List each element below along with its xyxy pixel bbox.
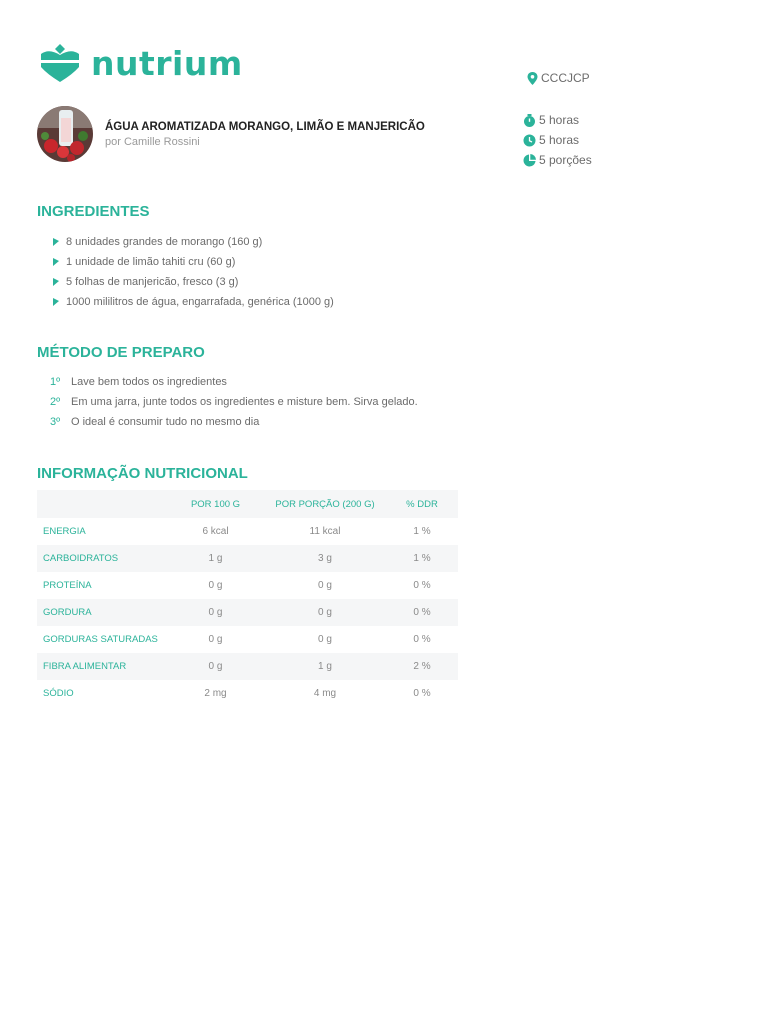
step-item xyxy=(50,392,418,412)
table-header-row xyxy=(37,490,458,518)
nutrient-name: SÓDIO xyxy=(43,688,74,699)
table-row xyxy=(37,572,458,599)
table-row xyxy=(37,518,458,545)
nutrient-name: CARBOIDRATOS xyxy=(37,545,167,572)
table-row xyxy=(37,680,458,707)
ddr-value: 2 % xyxy=(386,653,458,680)
ddr-value: 0 % xyxy=(413,634,431,645)
ingredients-heading: INGREDIENTES xyxy=(37,203,150,220)
per-100g-value: 0 g xyxy=(167,653,264,680)
brand-name: nutrium xyxy=(91,43,243,83)
column-header: POR PORÇÃO (200 G) xyxy=(264,490,386,518)
nutrient-name: GORDURAS SATURADAS xyxy=(43,634,158,645)
step-text: O ideal é consumir tudo no mesmo dia xyxy=(71,416,260,428)
recipe-meta xyxy=(523,110,592,170)
per-portion-value: 0 g xyxy=(264,599,386,626)
ddr-value: 1 % xyxy=(386,545,458,572)
ingredient-text: 1 unidade de limão tahiti cru (60 g) xyxy=(66,256,236,268)
per-100g-value: 2 mg xyxy=(204,688,227,699)
nutrition-heading: INFORMAÇÃO NUTRICIONAL xyxy=(37,465,248,482)
leaf-bullet-icon xyxy=(52,277,60,287)
method-steps xyxy=(50,372,418,432)
stopwatch-icon xyxy=(523,114,536,127)
step-text: Em uma jarra, junte todos os ingredientes e misture bem. Sirva gelado. xyxy=(71,396,418,408)
table-row xyxy=(37,626,458,653)
per-portion-value: 4 mg xyxy=(313,688,337,699)
step-number: 3º xyxy=(50,416,61,428)
per-portion-value: 0 g xyxy=(318,580,332,591)
column-header xyxy=(37,490,167,518)
step-number: 1º xyxy=(50,376,61,388)
list-item xyxy=(52,292,334,312)
nutrient-name: PROTEÍNA xyxy=(43,580,92,591)
column-header: % DDR xyxy=(386,490,458,518)
prep-time xyxy=(523,110,592,130)
recipe-header xyxy=(37,106,425,162)
recipe-location xyxy=(527,71,590,85)
total-time-text: 5 horas xyxy=(539,133,580,147)
table-row xyxy=(37,545,458,572)
clock-icon xyxy=(523,134,536,147)
per-100g-value: 1 g xyxy=(167,545,264,572)
per-100g-value: 0 g xyxy=(167,599,264,626)
per-100g-value: 6 kcal xyxy=(202,526,229,537)
step-item xyxy=(50,372,418,392)
table-row xyxy=(37,653,458,680)
per-100g-value: 0 g xyxy=(208,634,223,645)
column-header: POR 100 G xyxy=(167,490,264,518)
prep-time-text: 5 horas xyxy=(539,113,580,127)
nutrition-table xyxy=(37,490,458,707)
list-item xyxy=(52,272,334,292)
location-text: CCCJCP xyxy=(541,71,590,85)
ddr-value: 0 % xyxy=(413,580,431,591)
per-portion-value: 0 g xyxy=(318,634,332,645)
per-portion-value: 3 g xyxy=(264,545,386,572)
ingredients-list xyxy=(52,232,334,312)
leaf-bullet-icon xyxy=(52,237,60,247)
total-time xyxy=(523,130,592,150)
nutrient-name: FIBRA ALIMENTAR xyxy=(37,653,167,680)
ingredient-text: 8 unidades grandes de morango (160 g) xyxy=(66,236,263,248)
nutrient-name: ENERGIA xyxy=(43,526,86,537)
list-item xyxy=(52,232,334,252)
nutrient-name: GORDURA xyxy=(37,599,167,626)
ingredient-text: 5 folhas de manjericão, fresco (3 g) xyxy=(66,276,239,288)
step-text: Lave bem todos os ingredientes xyxy=(71,376,227,388)
per-100g-value: 0 g xyxy=(208,580,223,591)
recipe-author: por Camille Rossini xyxy=(105,135,200,148)
table-row xyxy=(37,599,458,626)
pie-chart-icon xyxy=(523,154,536,167)
servings-text: 5 porções xyxy=(539,153,592,167)
map-pin-icon xyxy=(527,72,538,85)
step-item xyxy=(50,412,418,432)
brand-logo xyxy=(37,40,243,86)
nutrium-heart-logo-icon xyxy=(37,40,83,86)
per-portion-value: 1 g xyxy=(264,653,386,680)
servings xyxy=(523,150,592,170)
leaf-bullet-icon xyxy=(52,297,60,307)
recipe-photo xyxy=(37,106,93,162)
leaf-bullet-icon xyxy=(52,257,60,267)
ingredient-text: 1000 mililitros de água, engarrafada, genérica (1000 g) xyxy=(66,296,334,308)
method-heading: MÉTODO DE PREPARO xyxy=(37,344,205,361)
ddr-value: 1 % xyxy=(413,526,431,537)
per-portion-value: 11 kcal xyxy=(309,526,341,537)
ddr-value: 0 % xyxy=(386,599,458,626)
list-item xyxy=(52,252,334,272)
step-number: 2º xyxy=(50,396,61,408)
recipe-title: ÁGUA AROMATIZADA MORANGO, LIMÃO E MANJERICÃO xyxy=(105,120,425,133)
ddr-value: 0 % xyxy=(413,688,431,699)
